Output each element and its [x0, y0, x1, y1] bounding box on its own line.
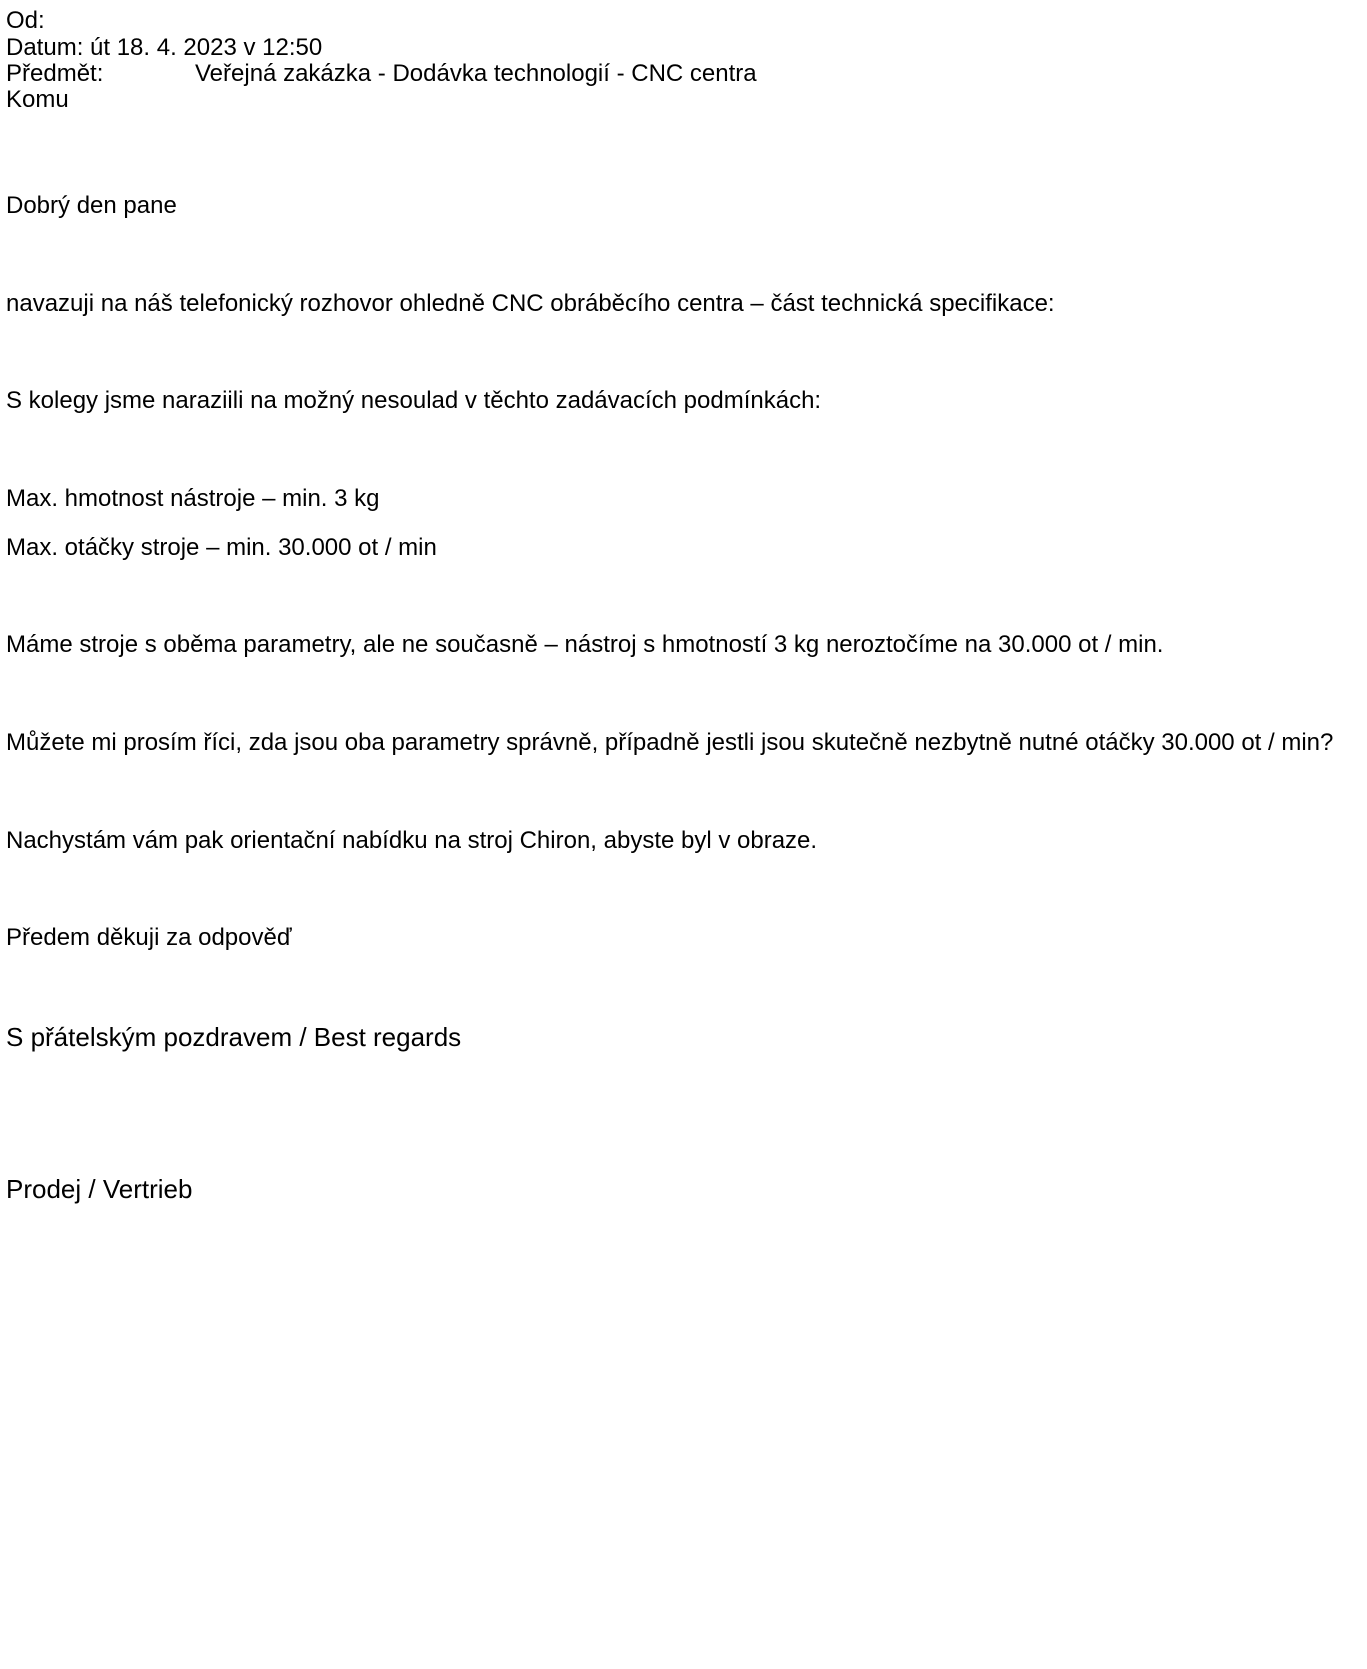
- closing-line: S přátelským pozdravem / Best regards: [6, 1022, 462, 1052]
- question-paragraph: Můžete mi prosím říci, zda jsou oba parametry správně, případně jestli jsou skutečně nezbytně nutné otáčky 30.000 ot / min?: [6, 729, 1334, 756]
- subject-label: Předmět:: [6, 60, 104, 87]
- offer-paragraph: Nachystám vám pak orientační nabídku na stroj Chiron, abyste byl v obraze.: [6, 827, 818, 854]
- greeting: Dobrý den pane: [6, 192, 177, 219]
- from-label: Od:: [6, 7, 45, 34]
- subject-value: Veřejná zakázka - Dodávka technologií - CNC centra: [195, 60, 757, 87]
- explanation-paragraph: Máme stroje s oběma parametry, ale ne současně – nástroj s hmotností 3 kg neroztočíme na 30.000 ot / min.: [6, 631, 1164, 658]
- intro-paragraph: navazuji na náš telefonický rozhovor ohledně CNC obráběcího centra – část technická specifikace:: [6, 290, 1055, 317]
- to-label: Komu: [6, 86, 69, 113]
- issue-paragraph: S kolegy jsme naraziili na možný nesoulad v těchto zadávacích podmínkách:: [6, 387, 822, 414]
- param-rpm: Max. otáčky stroje – min. 30.000 ot / min: [6, 534, 437, 561]
- to-line: [6, 86, 69, 114]
- thanks-paragraph: Předem děkuji za odpověď: [6, 924, 292, 951]
- date-line: Datum: út 18. 4. 2023 v 12:50: [6, 34, 323, 61]
- subject-line: [6, 60, 757, 88]
- param-weight: Max. hmotnost nástroje – min. 3 kg: [6, 485, 380, 512]
- from-line: [6, 7, 45, 35]
- department-line: Prodej / Vertrieb: [6, 1174, 193, 1204]
